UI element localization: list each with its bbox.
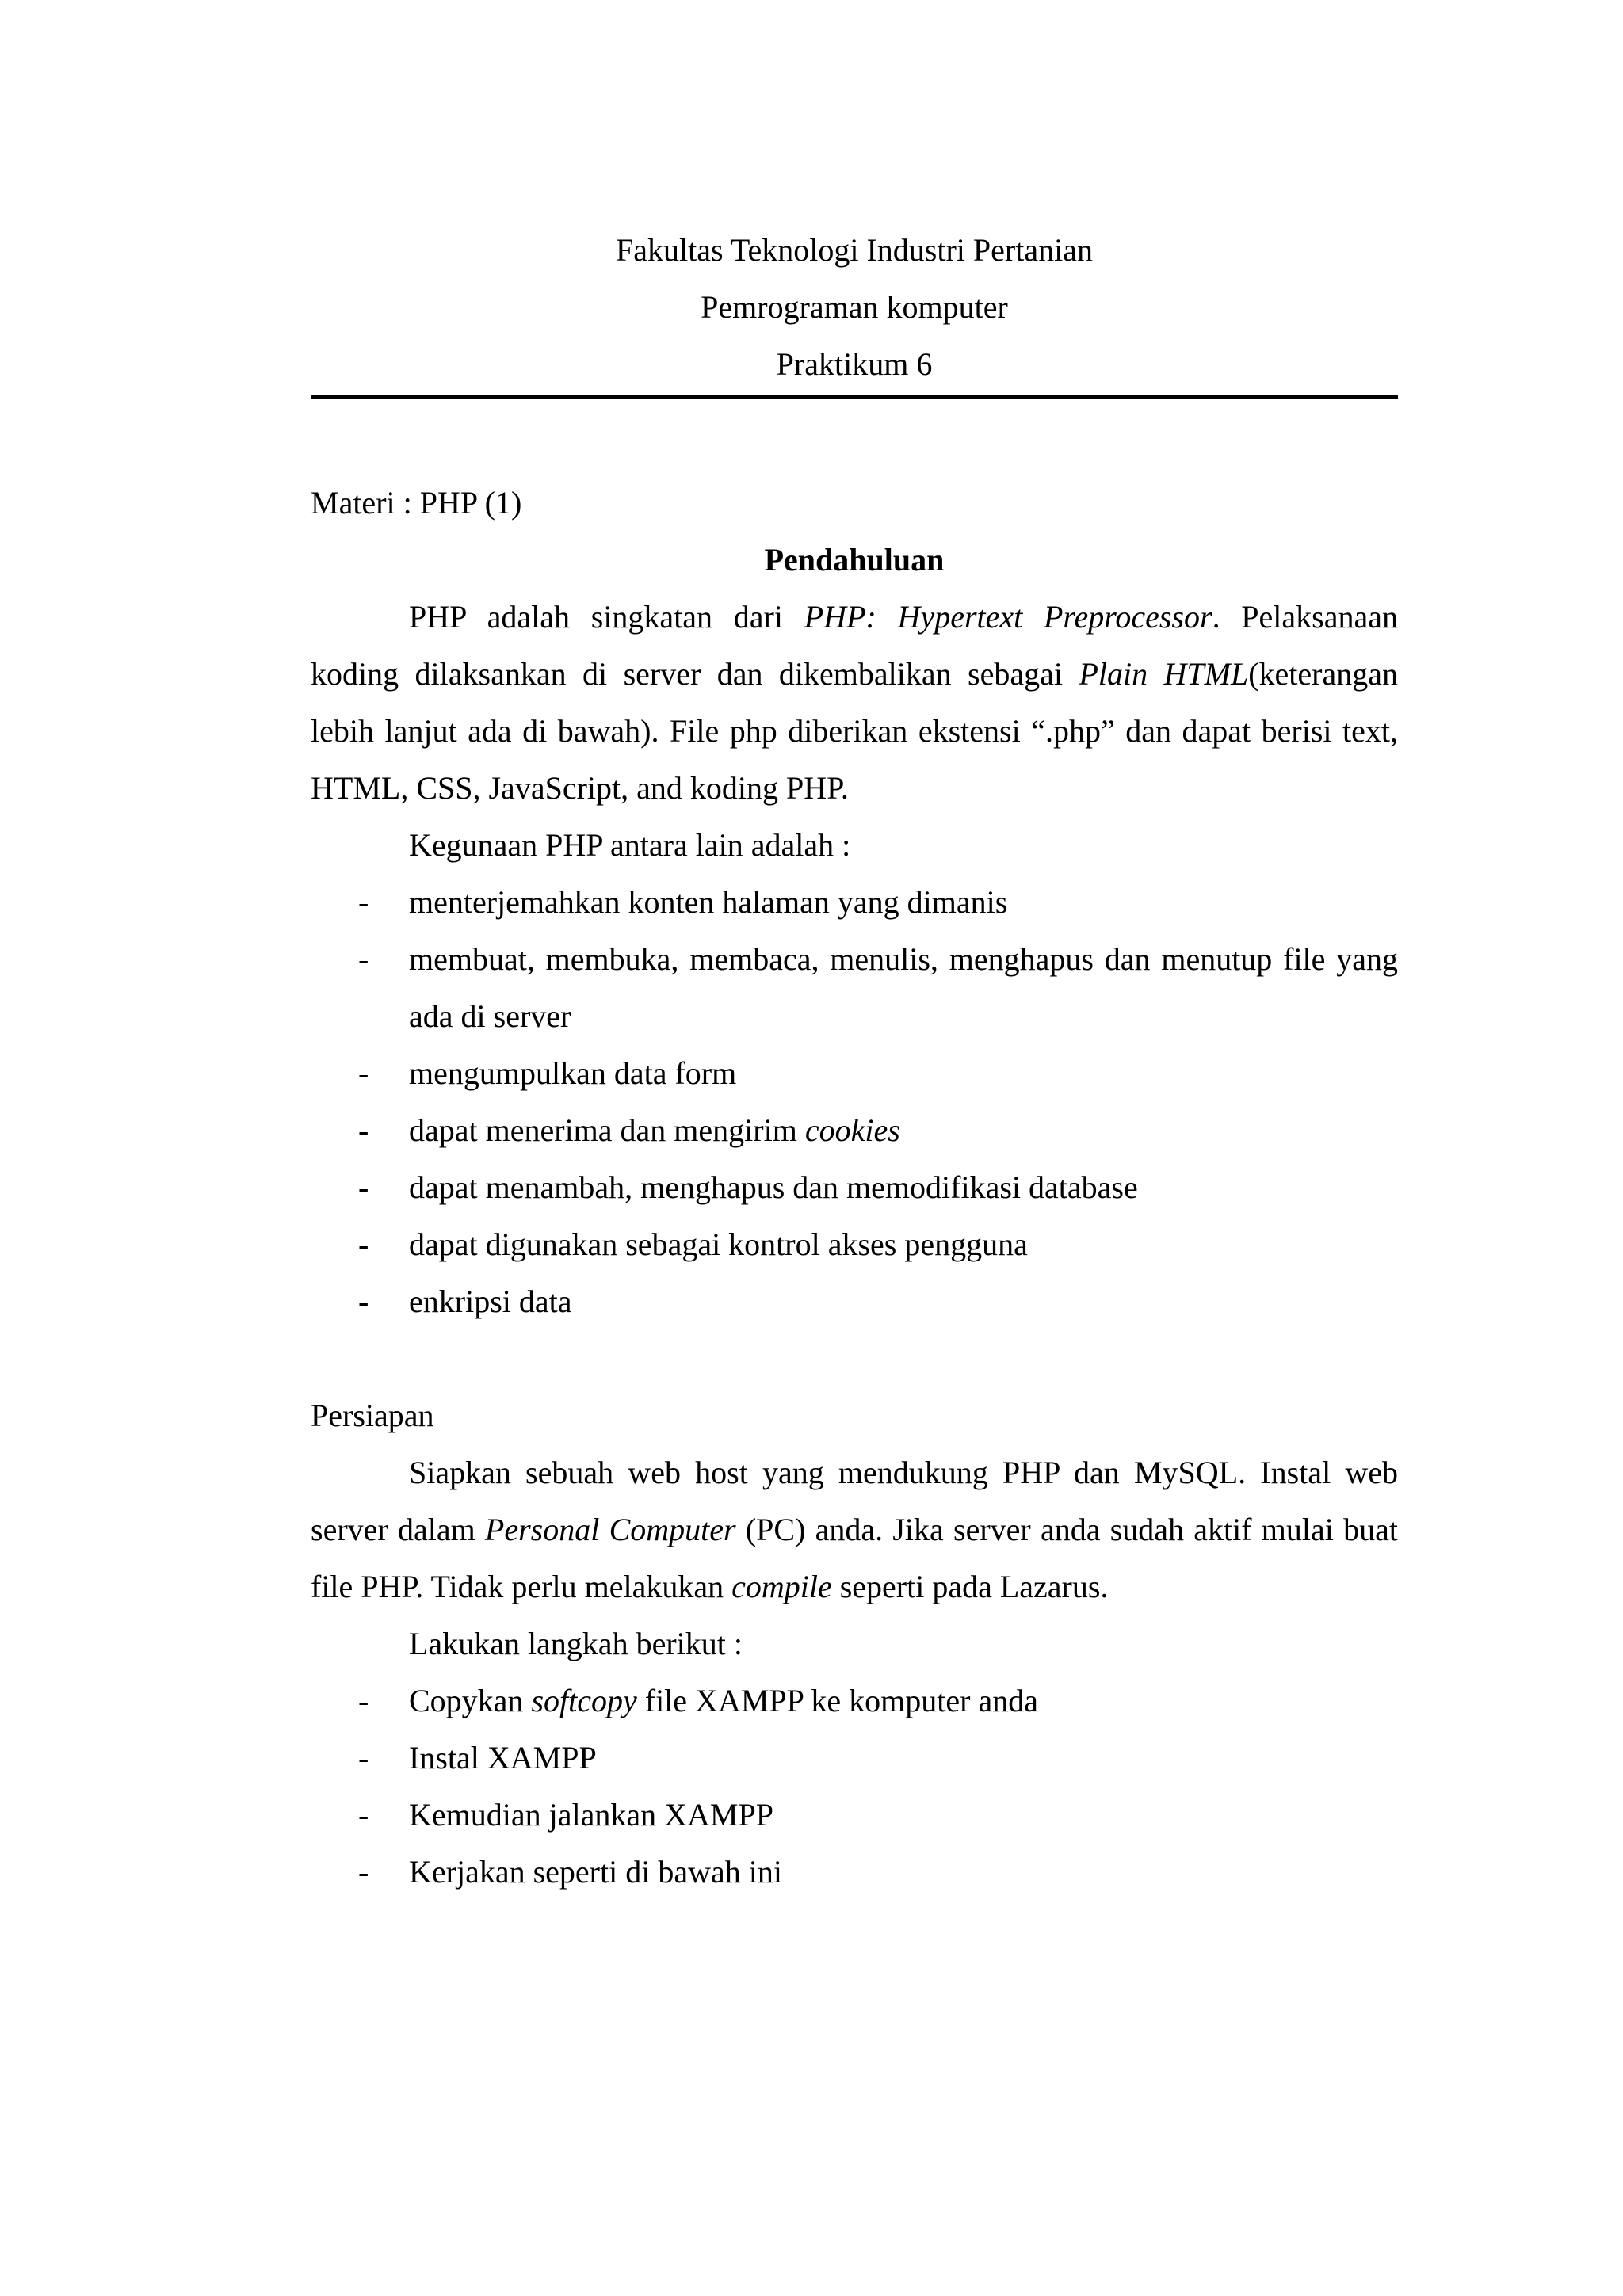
langkah-intro: Lakukan langkah berikut : (409, 1626, 743, 1661)
dash-bullet: - (358, 1112, 369, 1148)
persiapan-paragraph (311, 1444, 1398, 1615)
text-run: (keterangan lebih lanjut ada di bawah). File php diberikan ekstensi “.php” dan dapat berisi text, HTML, CSS, JavaScript, and koding PHP. (311, 656, 1399, 806)
text-run: (PC) anda. Jika server anda sudah aktif mulai buat file PHP. Tidak perlu melakukan (311, 1512, 1399, 1604)
list-item: - membuat, membuka, membaca, menulis, menghapus dan menutup file yang ada di server (311, 931, 1398, 1045)
dash-bullet: - (358, 1283, 369, 1319)
pendahuluan-paragraph (311, 589, 1398, 817)
lab-title: Praktikum 6 (776, 346, 933, 382)
text-run: Siapkan sebuah web host yang mendukung PHP dan MySQL. Instal web server dalam (311, 1455, 1398, 1547)
list-item: - Kemudian jalankan XAMPP (311, 1787, 1398, 1844)
dash-bullet: - (358, 1169, 369, 1205)
list-item: - dapat digunakan sebagai kontrol akses pengguna (311, 1216, 1398, 1273)
dash-bullet: - (358, 1740, 369, 1775)
list-item: - menterjemahkan konten halaman yang dimanis (311, 874, 1398, 931)
text-run: . Pelaksanaan koding dilaksankan di server dan dikembalikan sebagai (311, 599, 1399, 692)
document-page (311, 222, 1398, 1901)
faculty-title: Fakultas Teknologi Industri Pertanian (616, 232, 1093, 268)
list-item: - Kerjakan seperti di bawah ini (311, 1844, 1398, 1901)
list-item: - dapat menerima dan mengirim cookies (311, 1102, 1398, 1159)
text-run: PHP adalah singkatan dari (409, 599, 804, 635)
list-item: - enkripsi data (311, 1273, 1398, 1330)
list-item: - mengumpulkan data form (311, 1045, 1398, 1102)
list-item: - Copykan softcopy file XAMPP ke komputer anda (311, 1672, 1398, 1730)
kegunaan-intro: Kegunaan PHP antara lain adalah : (409, 827, 851, 863)
list-item: - dapat menambah, menghapus dan memodifikasi database (311, 1159, 1398, 1216)
kegunaan-list (311, 874, 1398, 1330)
dash-bullet: - (358, 1797, 369, 1833)
dash-bullet: - (358, 1055, 369, 1091)
course-title: Pemrograman komputer (701, 289, 1008, 325)
header-divider (311, 395, 1398, 399)
dash-bullet: - (358, 941, 369, 977)
langkah-list (311, 1672, 1398, 1901)
materi-line: Materi : PHP (1) (311, 485, 522, 521)
section-heading-pendahuluan: Pendahuluan (764, 542, 945, 578)
list-item: - Instal XAMPP (311, 1730, 1398, 1787)
italic-run: PHP: Hypertext Preprocessor (804, 599, 1212, 635)
section-heading-persiapan: Persiapan (311, 1398, 434, 1433)
italic-run: compile (731, 1569, 832, 1604)
dash-bullet: - (358, 884, 369, 920)
text-run: seperti pada Lazarus. (831, 1569, 1109, 1604)
dash-bullet: - (358, 1854, 369, 1890)
italic-run: Plain HTML (1079, 656, 1249, 692)
dash-bullet: - (358, 1226, 369, 1262)
italic-run: Personal Computer (484, 1512, 736, 1547)
dash-bullet: - (358, 1683, 369, 1718)
